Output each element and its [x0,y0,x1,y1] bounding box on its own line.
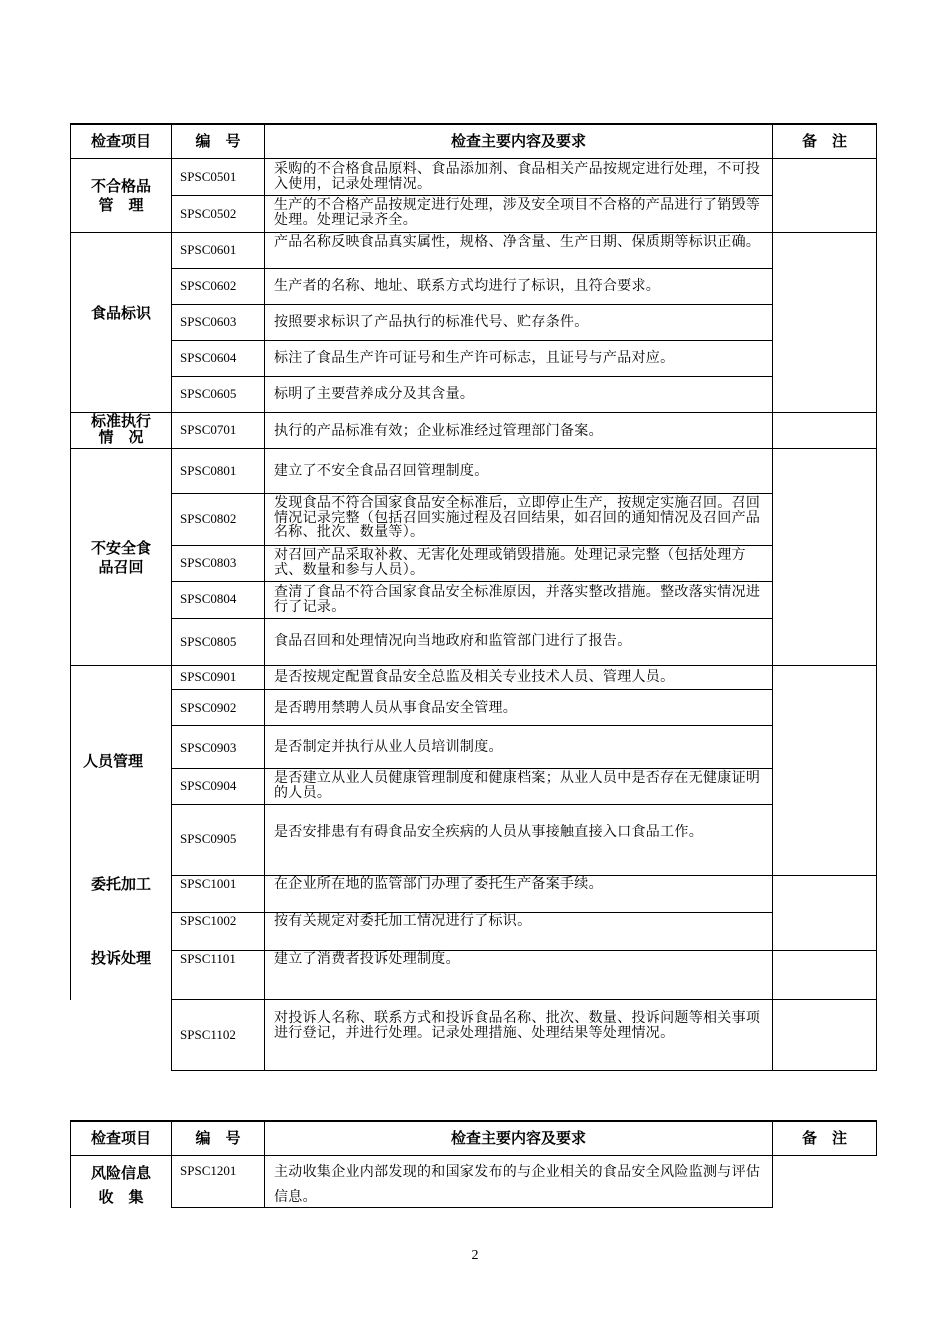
header-code: 编 号 [195,132,241,150]
row-code: SPSC0601 [180,242,237,257]
col-divider-2 [264,123,265,1071]
category-complaints: 投诉处理 [90,949,151,967]
row-code: SPSC0901 [180,669,237,684]
row-code: SPSC1201 [180,1163,237,1178]
row-requirement: 是否安排患有有碍食品安全疾病的人员从事接触直接入口食品工作。 [274,824,703,840]
row-separator [171,768,773,769]
header-note: 备 注 [801,132,847,150]
category-separator [70,232,877,233]
row-separator [171,618,773,619]
row-separator [171,376,773,377]
category-separator [70,665,877,666]
row-code: SPSC0603 [180,314,237,329]
table-bottom-border [171,1070,877,1071]
page-number: 2 [471,1248,479,1263]
category-standard: 标准执行 情 况 [90,412,151,446]
row-separator [171,725,773,726]
row-requirement: 建立了不安全食品召回管理制度。 [274,463,489,479]
row-separator [171,195,773,196]
row-requirement: 主动收集企业内部发现的和国家发布的与企业相关的食品安全风险监测与评估信息。 [274,1164,761,1205]
col-divider-1 [171,123,172,1071]
row-separator [171,340,773,341]
header-code: 编 号 [195,1129,241,1147]
row-requirement: 生产者的名称、地址、联系方式均进行了标识，且符合要求。 [274,278,661,294]
category-separator [70,412,877,413]
col-divider-3 [772,123,773,1071]
table2-top-border [70,1120,877,1122]
row-code: SPSC0904 [180,778,237,793]
row-requirement: 是否建立从业人员健康管理制度和健康档案；从业人员中是否存在无健康证明的人员。 [274,770,761,801]
header-item: 检查项目 [90,1129,151,1147]
row-code: SPSC0501 [180,169,237,184]
row-code: SPSC0604 [180,350,237,365]
row-separator [171,268,773,269]
row-code: SPSC0602 [180,278,237,293]
row-requirement: 生产的不合格产品按规定进行处理，涉及安全项目不合格的产品进行了销毁等处理。处理记录齐全。 [274,197,761,228]
table2-header-bottom [70,1155,877,1156]
row-code: SPSC0701 [180,422,237,437]
row-separator [171,304,773,305]
row-requirement: 建立了消费者投诉处理制度。 [274,951,460,967]
row-code: SPSC0804 [180,591,237,606]
row-code: SPSC0905 [180,831,237,846]
row-requirement: 食品召回和处理情况向当地政府和监管部门进行了报告。 [274,633,632,649]
row-requirement: 产品名称反映食品真实属性，规格、净含量、生产日期、保质期等标识正确。 [274,234,761,250]
row-requirement: 执行的产品标准有效；企业标准经过管理部门备案。 [274,423,603,439]
row-separator [171,689,773,690]
row-requirement: 发现食品不符合国家食品安全标准后，立即停止生产，按规定实施召回。召回情况记录完整（包括召回实施过程及召回结果，如召回的通知情况及召回产品名称、批次、数量等）。 [274,495,761,540]
row-requirement: 在企业所在地的监管部门办理了委托生产备案手续。 [274,876,603,892]
row-code: SPSC0605 [180,386,237,401]
row-code: SPSC0801 [180,463,237,478]
row-requirement: 对召回产品采取补救、无害化处理或销毁措施。处理记录完整（包括处理方式、数量和参与人员）。 [274,547,746,578]
row-code: SPSC1001 [180,876,237,891]
row-code: SPSC0803 [180,555,237,570]
category-outsourcing: 委托加工 [90,875,151,893]
header-bottom-border [70,158,877,159]
header-content: 检查主要内容及要求 [450,1129,586,1147]
row-requirement: 采购的不合格食品原料、食品添加剂、食品相关产品按规定进行处理，不可投入使用，记录处理情况。 [274,161,761,192]
row-code: SPSC0805 [180,634,237,649]
row-separator [171,999,877,1000]
row-code: SPSC1102 [180,1027,236,1042]
category-nonconforming: 不合格品 管 理 [90,177,151,214]
left-border [70,123,71,1000]
category-risk-info: 风险信息 收 集 [90,1164,151,1206]
row-requirement: 按有关规定对委托加工情况进行了标识。 [274,913,532,929]
category-labeling: 食品标识 [90,304,151,322]
table-top-border [70,123,877,125]
row-requirement: 查清了食品不符合国家食品安全标准原因，并落实整改措施。整改落实情况进行了记录。 [274,584,761,615]
row-separator [171,581,773,582]
row-separator [171,545,773,546]
row-requirement: 按照要求标识了产品执行的标准代号、贮存条件。 [274,314,589,330]
row-requirement: 标明了主要营养成分及其含量。 [274,386,475,402]
header-item: 检查项目 [90,132,151,150]
row-requirement: 是否制定并执行从业人员培训制度。 [274,739,503,755]
right-border [876,123,877,1071]
category-personnel: 人员管理 [82,752,143,770]
category-recall: 不安全食 品召回 [90,539,151,576]
header-content: 检查主要内容及要求 [450,132,586,150]
row-code: SPSC0902 [180,700,237,715]
header-note: 备 注 [801,1129,847,1147]
row-code: SPSC1002 [180,913,237,928]
row-requirement: 是否按规定配置食品安全总监及相关专业技术人员、管理人员。 [274,669,675,685]
category-separator [70,448,877,449]
row-code: SPSC0502 [180,206,237,221]
row-code: SPSC1101 [180,951,236,966]
row-code: SPSC0802 [180,511,237,526]
row-requirement: 是否聘用禁聘人员从事食品安全管理。 [274,700,518,716]
row-separator [171,804,773,805]
table2-right-border [876,1120,877,1156]
row-separator [171,493,773,494]
row-requirement: 对投诉人名称、联系方式和投诉食品名称、批次、数量、投诉问题等相关事项进行登记，并进行处理。记录处理措施、处理结果等处理情况。 [274,1010,761,1041]
row-code: SPSC0903 [180,740,237,755]
row-requirement: 标注了食品生产许可证号和生产许可标志，且证号与产品对应。 [274,350,675,366]
